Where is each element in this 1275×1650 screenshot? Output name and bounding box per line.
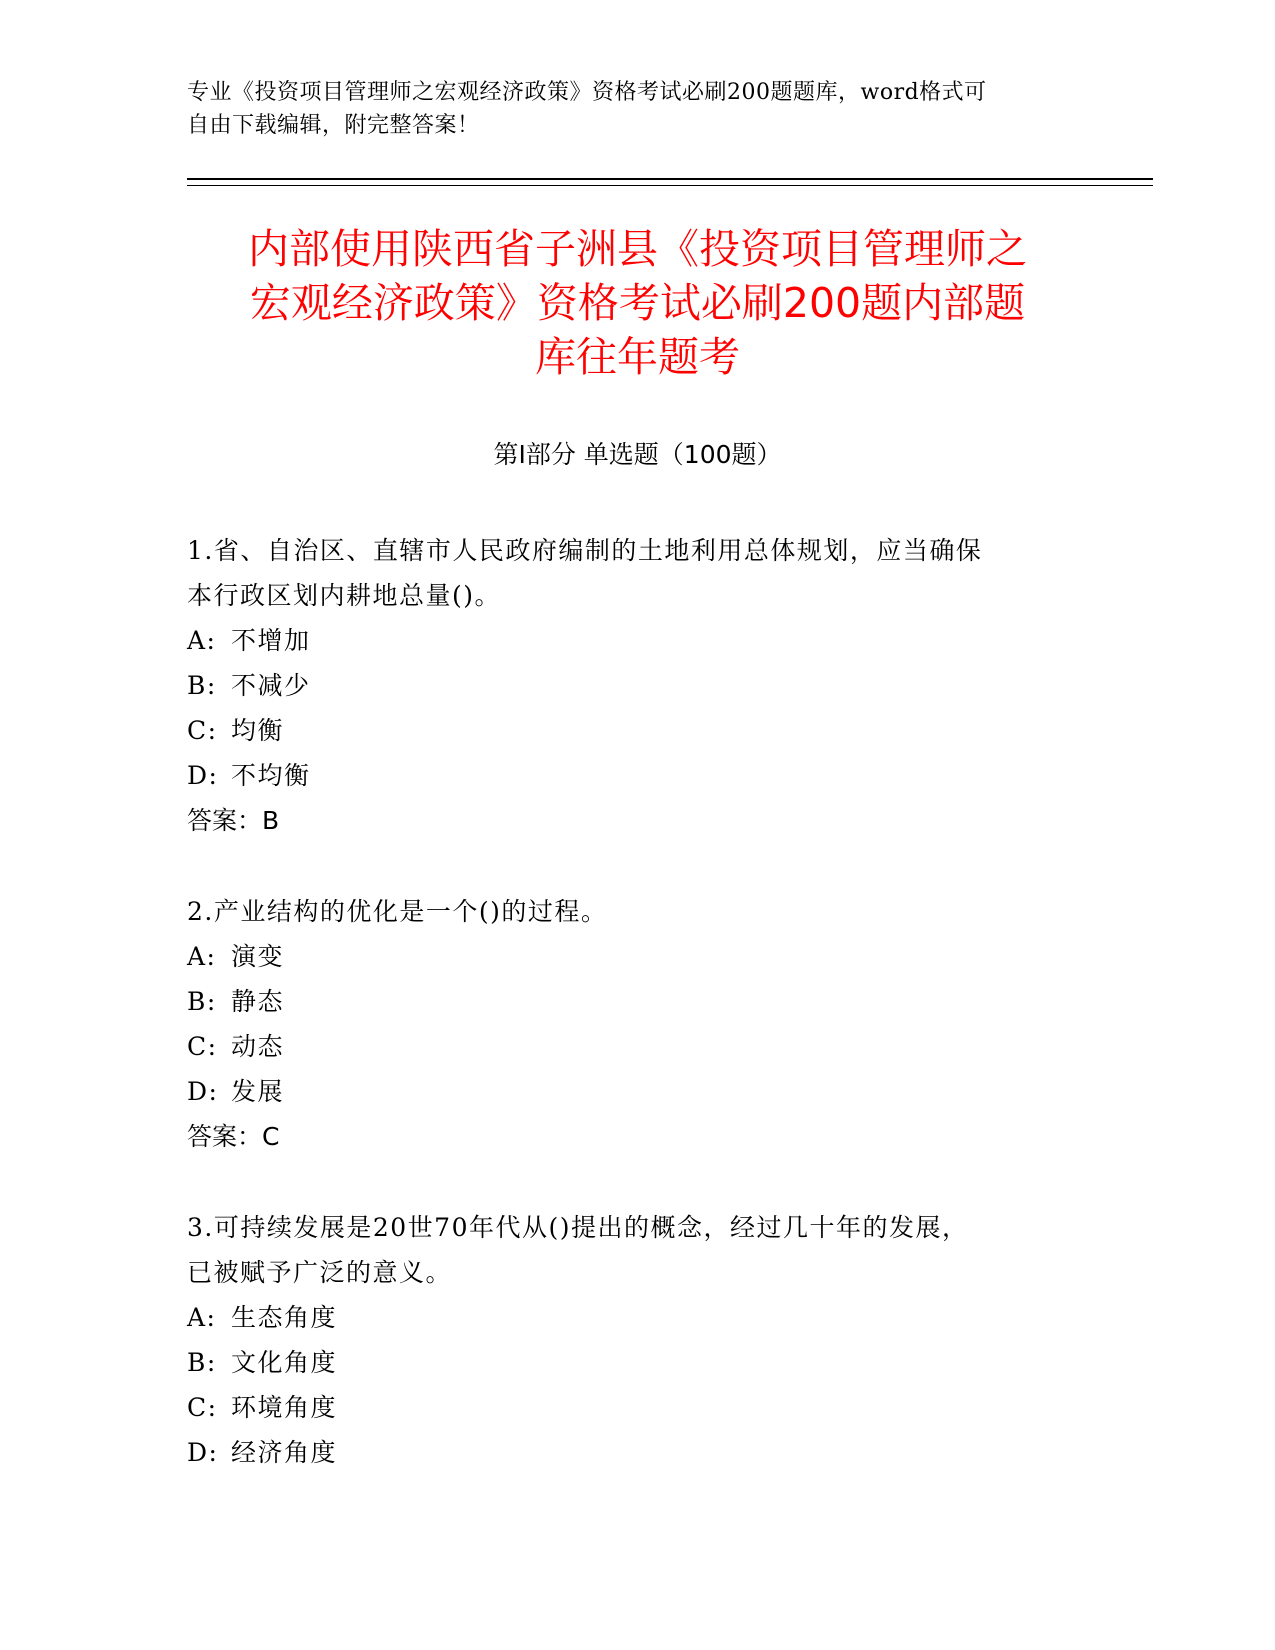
option-letter: D: bbox=[187, 1077, 219, 1106]
question-3 bbox=[187, 1205, 1067, 1475]
question-1 bbox=[187, 528, 1067, 843]
option-letter: A: bbox=[187, 626, 217, 655]
option-text: 生态角度 bbox=[231, 1303, 338, 1332]
question-stem-line: 已被赋予广泛的意义。 bbox=[187, 1258, 453, 1287]
question-stem bbox=[187, 889, 1067, 934]
option-a bbox=[187, 934, 1067, 979]
option-text: 静态 bbox=[231, 987, 285, 1016]
option-b bbox=[187, 979, 1067, 1024]
option-letter: B: bbox=[187, 671, 217, 700]
document-title bbox=[150, 222, 1125, 384]
option-letter: C: bbox=[187, 716, 218, 745]
question-stem-line: 2.产业结构的优化是一个()的过程。 bbox=[187, 897, 608, 926]
option-a bbox=[187, 618, 1067, 663]
option-letter: C: bbox=[187, 1393, 218, 1422]
question-stem bbox=[187, 528, 1067, 618]
option-text: 环境角度 bbox=[231, 1393, 338, 1422]
title-line-1: 内部使用陕西省子洲县《投资项目管理师之 bbox=[248, 225, 1027, 273]
option-text: 文化角度 bbox=[231, 1348, 338, 1377]
option-letter: B: bbox=[187, 987, 217, 1016]
option-letter: D: bbox=[187, 1438, 219, 1467]
answer-line: 答案：C bbox=[187, 1122, 280, 1151]
option-d bbox=[187, 1430, 1067, 1475]
question-stem-line: 本行政区划内耕地总量()。 bbox=[187, 581, 502, 610]
header-note-line-1: 专业《投资项目管理师之宏观经济政策》资格考试必刷200题题库，word格式可 bbox=[187, 80, 987, 105]
option-text: 不减少 bbox=[231, 671, 311, 700]
option-letter: A: bbox=[187, 942, 217, 971]
option-letter: B: bbox=[187, 1348, 217, 1377]
question-stem-line: 3.可持续发展是20世70年代从()提出的概念，经过几十年的发展， bbox=[187, 1213, 969, 1242]
option-b bbox=[187, 663, 1067, 708]
option-text: 均衡 bbox=[231, 716, 285, 745]
option-text: 不均衡 bbox=[231, 761, 311, 790]
option-text: 发展 bbox=[231, 1077, 285, 1106]
title-line-3: 库往年题考 bbox=[535, 333, 740, 381]
option-text: 经济角度 bbox=[231, 1438, 338, 1467]
question-2 bbox=[187, 889, 1067, 1159]
option-letter: C: bbox=[187, 1032, 218, 1061]
option-letter: D: bbox=[187, 761, 219, 790]
header-note-line-2: 自由下载编辑，附完整答案！ bbox=[187, 113, 480, 138]
option-c bbox=[187, 1024, 1067, 1069]
option-d bbox=[187, 753, 1067, 798]
option-letter: A: bbox=[187, 1303, 217, 1332]
question-list bbox=[187, 528, 1067, 1521]
option-d bbox=[187, 1069, 1067, 1114]
answer-line: 答案：B bbox=[187, 806, 280, 835]
section-heading: 第Ⅰ部分 单选题（100题） bbox=[493, 440, 782, 469]
option-c bbox=[187, 708, 1067, 753]
question-stem-line: 1.省、自治区、直辖市人民政府编制的土地利用总体规划，应当确保 bbox=[187, 536, 983, 565]
option-text: 不增加 bbox=[231, 626, 311, 655]
question-stem bbox=[187, 1205, 1067, 1295]
option-a bbox=[187, 1295, 1067, 1340]
title-line-2: 宏观经济政策》资格考试必刷200题内部题 bbox=[249, 279, 1026, 327]
header-note bbox=[187, 76, 1067, 142]
option-text: 演变 bbox=[231, 942, 285, 971]
header-divider-thick bbox=[187, 178, 1153, 180]
header-divider-thin bbox=[187, 185, 1153, 186]
option-text: 动态 bbox=[231, 1032, 285, 1061]
option-b bbox=[187, 1340, 1067, 1385]
option-c bbox=[187, 1385, 1067, 1430]
